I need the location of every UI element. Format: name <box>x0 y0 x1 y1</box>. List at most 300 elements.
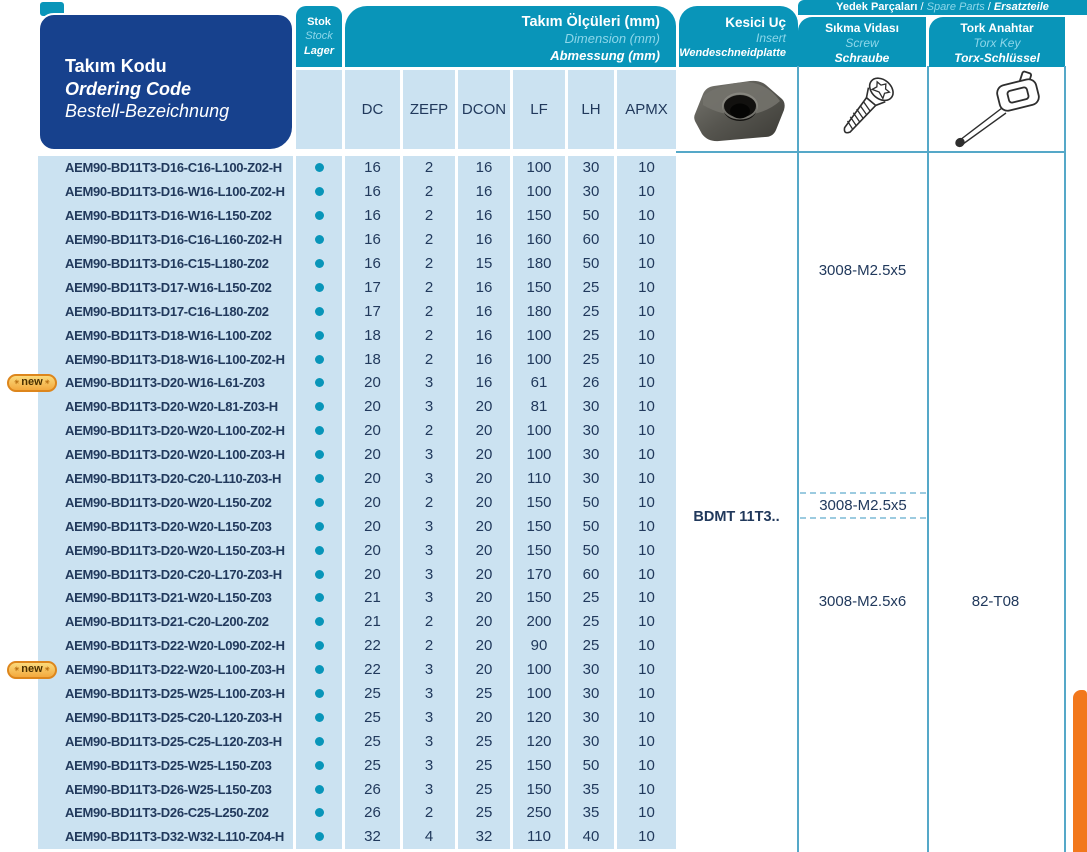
ordering-code-cell: AEM90-BD11T3-D20-W20-L150-Z02 <box>38 490 293 514</box>
dc-cell: 16 <box>345 204 400 228</box>
apmx-cell: 10 <box>617 514 676 538</box>
lh-cell: 60 <box>568 228 614 252</box>
table-row <box>38 156 676 180</box>
lh-cell: 30 <box>568 443 614 467</box>
table-row <box>38 705 676 729</box>
dimensions-header <box>345 6 676 67</box>
lf-cell: 200 <box>513 610 565 634</box>
stock-dot-icon <box>315 331 324 340</box>
zefp-cell: 2 <box>403 419 455 443</box>
zefp-cell: 2 <box>403 610 455 634</box>
ordering-code-cell: AEM90-BD11T3-D17-W16-L150-Z02 <box>38 275 293 299</box>
lh-cell: 30 <box>568 156 614 180</box>
apmx-cell: 10 <box>617 682 676 706</box>
separator: / <box>984 1 994 13</box>
page-edge-tab <box>1073 690 1087 852</box>
lh-cell: 25 <box>568 299 614 323</box>
ordering-code-cell: AEM90-BD11T3-D16-W16-L100-Z02-H <box>38 180 293 204</box>
lh-cell: 30 <box>568 395 614 419</box>
ordering-code-cell: AEM90-BD11T3-D17-C16-L180-Z02 <box>38 299 293 323</box>
lh-cell: 25 <box>568 634 614 658</box>
stock-cell <box>296 682 342 706</box>
table-row <box>38 825 676 849</box>
dcon-cell: 25 <box>458 729 510 753</box>
stock-cell <box>296 275 342 299</box>
zefp-cell: 3 <box>403 777 455 801</box>
new-badge-label: new <box>21 663 43 676</box>
lf-cell: 120 <box>513 729 565 753</box>
torx-label-de: Torx-Schlüssel <box>954 51 1040 65</box>
table-row <box>14 371 676 395</box>
table-row <box>14 658 676 682</box>
screw-label-en: Screw <box>845 36 879 50</box>
dc-cell: 21 <box>345 610 400 634</box>
lf-cell: 150 <box>513 538 565 562</box>
ordering-code-cell: AEM90-BD11T3-D20-W20-L150-Z03-H <box>38 538 293 562</box>
lh-cell: 30 <box>568 467 614 491</box>
dcon-cell: 20 <box>458 610 510 634</box>
dc-cell: 16 <box>345 252 400 276</box>
dc-cell: 20 <box>345 538 400 562</box>
zefp-cell: 3 <box>403 562 455 586</box>
dc-cell: 20 <box>345 562 400 586</box>
dcon-cell: 16 <box>458 323 510 347</box>
ordering-code-cell: AEM90-BD11T3-D18-W16-L100-Z02 <box>38 323 293 347</box>
dc-cell: 16 <box>345 228 400 252</box>
stock-cell <box>296 634 342 658</box>
lf-cell: 100 <box>513 156 565 180</box>
stock-dot-icon <box>315 307 324 316</box>
ordering-code-cell: AEM90-BD11T3-D20-W20-L100-Z03-H <box>38 443 293 467</box>
apmx-cell: 10 <box>617 801 676 825</box>
stock-dot-icon <box>315 713 324 722</box>
apmx-cell: 10 <box>617 467 676 491</box>
zefp-cell: 2 <box>403 252 455 276</box>
screw-code-mid: 3008-M2.5x5 <box>819 497 907 514</box>
lf-cell: 150 <box>513 586 565 610</box>
lf-cell: 100 <box>513 323 565 347</box>
apmx-cell: 10 <box>617 562 676 586</box>
stock-dot-icon <box>315 450 324 459</box>
lf-cell: 170 <box>513 562 565 586</box>
ordering-code-title-en: Ordering Code <box>65 78 192 99</box>
stock-dot-icon <box>315 641 324 650</box>
stock-dot-icon <box>315 283 324 292</box>
ordering-code-title-de: Bestell-Bezeichnung <box>65 101 230 121</box>
stock-cell <box>296 252 342 276</box>
stock-label-tr: Stok <box>307 16 331 28</box>
dcon-cell: 25 <box>458 682 510 706</box>
lf-cell: 150 <box>513 514 565 538</box>
stock-cell <box>296 347 342 371</box>
new-badge: ✳ new ✳ <box>7 374 57 392</box>
insert-label-tr: Kesici Uç <box>725 15 786 30</box>
ordering-code-cell: AEM90-BD11T3-D20-C20-L110-Z03-H <box>38 467 293 491</box>
stock-cell <box>296 801 342 825</box>
dc-cell: 18 <box>345 347 400 371</box>
dcon-cell: 16 <box>458 299 510 323</box>
zefp-cell: 3 <box>403 753 455 777</box>
ordering-code-cell: AEM90-BD11T3-D25-W25-L100-Z03-H <box>38 682 293 706</box>
dc-cell: 25 <box>345 682 400 706</box>
stock-cell <box>296 323 342 347</box>
lf-cell: 150 <box>513 490 565 514</box>
stock-dot-icon <box>315 474 324 483</box>
lf-cell: 180 <box>513 299 565 323</box>
stock-dot-icon <box>315 785 324 794</box>
apmx-cell: 10 <box>617 371 676 395</box>
stock-cell <box>296 490 342 514</box>
lh-cell: 40 <box>568 825 614 849</box>
stock-dot-icon <box>315 689 324 698</box>
stock-cell <box>296 299 342 323</box>
lh-cell: 50 <box>568 514 614 538</box>
apmx-cell: 10 <box>617 490 676 514</box>
new-badge: ✳ new ✳ <box>7 661 57 679</box>
dc-cell: 26 <box>345 801 400 825</box>
zefp-cell: 3 <box>403 682 455 706</box>
dcon-cell: 16 <box>458 347 510 371</box>
dcon-cell: 20 <box>458 443 510 467</box>
ordering-code-cell: AEM90-BD11T3-D20-W16-L61-Z03 <box>38 371 293 395</box>
lh-cell: 25 <box>568 586 614 610</box>
grid-line-horizontal <box>676 151 1066 153</box>
dcon-cell: 20 <box>458 419 510 443</box>
lf-cell: 120 <box>513 705 565 729</box>
lf-cell: 100 <box>513 658 565 682</box>
spare-parts-label-tr: Yedek Parçaları <box>836 1 918 13</box>
apmx-cell: 10 <box>617 419 676 443</box>
ordering-code-cell: AEM90-BD11T3-D21-W20-L150-Z03 <box>38 586 293 610</box>
dc-cell: 20 <box>345 490 400 514</box>
stock-dot-icon <box>315 187 324 196</box>
spare-parts-header <box>798 0 1087 15</box>
torx-key-column-header <box>929 17 1065 67</box>
lf-cell: 81 <box>513 395 565 419</box>
table-row <box>38 204 676 228</box>
stock-dot-icon <box>315 617 324 626</box>
dcon-cell: 25 <box>458 753 510 777</box>
dcon-cell: 16 <box>458 371 510 395</box>
dcon-cell: 15 <box>458 252 510 276</box>
stock-cell <box>296 825 342 849</box>
insert-label-en: Insert <box>755 31 786 46</box>
ordering-code-title-tr: Takım Kodu <box>65 56 167 76</box>
ordering-code-cell: AEM90-BD11T3-D20-W20-L100-Z02-H <box>38 419 293 443</box>
stock-cell <box>296 156 342 180</box>
stock-cell <box>296 753 342 777</box>
apmx-cell: 10 <box>617 323 676 347</box>
dcon-cell: 16 <box>458 228 510 252</box>
lh-cell: 50 <box>568 204 614 228</box>
lh-cell: 30 <box>568 419 614 443</box>
dc-cell: 20 <box>345 467 400 491</box>
zefp-cell: 3 <box>403 729 455 753</box>
stock-dot-icon <box>315 593 324 602</box>
stock-cell <box>296 705 342 729</box>
apmx-cell: 10 <box>617 658 676 682</box>
dc-cell: 22 <box>345 658 400 682</box>
lh-cell: 25 <box>568 347 614 371</box>
torx-key-illustration <box>946 70 1046 150</box>
ordering-code-cell: AEM90-BD11T3-D22-W20-L090-Z02-H <box>38 634 293 658</box>
apmx-cell: 10 <box>617 395 676 419</box>
stock-cell <box>296 729 342 753</box>
torx-label-tr: Tork Anahtar <box>960 21 1034 35</box>
stock-cell <box>296 228 342 252</box>
zefp-cell: 2 <box>403 490 455 514</box>
ordering-code-cell: AEM90-BD11T3-D20-W20-L150-Z03 <box>38 514 293 538</box>
lh-cell: 50 <box>568 753 614 777</box>
table-row <box>38 347 676 371</box>
dcon-cell: 20 <box>458 705 510 729</box>
ordering-code-cell: AEM90-BD11T3-D21-C20-L200-Z02 <box>38 610 293 634</box>
apmx-cell: 10 <box>617 275 676 299</box>
lf-cell: 150 <box>513 777 565 801</box>
torx-code-label: 82-T08 <box>971 593 1020 610</box>
stock-dot-icon <box>315 163 324 172</box>
torx-label-en: Torx Key <box>973 36 1021 50</box>
screw-illustration <box>824 70 904 150</box>
apmx-cell: 10 <box>617 753 676 777</box>
lf-cell: 100 <box>513 347 565 371</box>
ordering-code-cell: AEM90-BD11T3-D20-C20-L170-Z03-H <box>38 562 293 586</box>
ordering-code-cell: AEM90-BD11T3-D22-W20-L100-Z03-H <box>38 658 293 682</box>
lf-cell: 160 <box>513 228 565 252</box>
grid-line-vertical <box>797 66 799 852</box>
zefp-cell: 3 <box>403 538 455 562</box>
lh-cell: 30 <box>568 180 614 204</box>
stock-dot-icon <box>315 426 324 435</box>
table-row <box>38 180 676 204</box>
dimensions-label-en: Dimension (mm) <box>564 31 660 47</box>
dc-cell: 17 <box>345 299 400 323</box>
zefp-cell: 2 <box>403 275 455 299</box>
separator: / <box>917 1 927 13</box>
stock-dot-icon <box>315 522 324 531</box>
table-row <box>38 419 676 443</box>
dcon-cell: 20 <box>458 538 510 562</box>
apmx-cell: 10 <box>617 777 676 801</box>
dc-cell: 26 <box>345 777 400 801</box>
zefp-cell: 3 <box>403 371 455 395</box>
dcon-cell: 20 <box>458 634 510 658</box>
dc-cell: 21 <box>345 586 400 610</box>
stock-cell <box>296 777 342 801</box>
dcon-cell: 16 <box>458 204 510 228</box>
zefp-cell: 4 <box>403 825 455 849</box>
lh-cell: 35 <box>568 801 614 825</box>
stock-dot-icon <box>315 832 324 841</box>
screw-code-bottom: 3008-M2.5x6 <box>818 593 907 610</box>
insert-code-label: BDMT 11T3.. <box>693 509 780 525</box>
lf-cell: 150 <box>513 275 565 299</box>
lf-cell: 110 <box>513 825 565 849</box>
zefp-cell: 3 <box>403 443 455 467</box>
table-row <box>38 228 676 252</box>
column-header-lf: LF <box>513 70 565 149</box>
screw-code-top: 3008-M2.5x5 <box>818 262 907 279</box>
apmx-cell: 10 <box>617 204 676 228</box>
insert-column-header <box>679 6 798 67</box>
screw-label-de: Schraube <box>834 51 890 65</box>
apmx-cell: 10 <box>617 252 676 276</box>
table-row <box>38 299 676 323</box>
stock-cell <box>296 419 342 443</box>
lh-cell: 30 <box>568 705 614 729</box>
ordering-code-cell: AEM90-BD11T3-D26-W25-L150-Z03 <box>38 777 293 801</box>
apmx-cell: 10 <box>617 347 676 371</box>
ordering-code-cell: AEM90-BD11T3-D16-C16-L160-Z02-H <box>38 228 293 252</box>
dc-cell: 22 <box>345 634 400 658</box>
stock-cell <box>296 562 342 586</box>
dc-cell: 25 <box>345 705 400 729</box>
apmx-cell: 10 <box>617 443 676 467</box>
table-row <box>38 490 676 514</box>
zefp-cell: 2 <box>403 347 455 371</box>
lf-cell: 100 <box>513 682 565 706</box>
lh-cell: 50 <box>568 538 614 562</box>
dcon-cell: 32 <box>458 825 510 849</box>
lf-cell: 150 <box>513 204 565 228</box>
lh-cell: 35 <box>568 777 614 801</box>
ordering-code-cell: AEM90-BD11T3-D32-W32-L110-Z04-H <box>38 825 293 849</box>
dc-cell: 16 <box>345 180 400 204</box>
column-header-zefp: ZEFP <box>403 70 455 149</box>
spare-parts-label-de: Ersatzteile <box>993 1 1049 13</box>
stock-dot-icon <box>315 761 324 770</box>
stock-dot-icon <box>315 355 324 364</box>
dc-cell: 20 <box>345 443 400 467</box>
apmx-cell: 10 <box>617 705 676 729</box>
zefp-cell: 3 <box>403 586 455 610</box>
lf-cell: 61 <box>513 371 565 395</box>
zefp-cell: 2 <box>403 323 455 347</box>
lh-cell: 30 <box>568 729 614 753</box>
dc-cell: 32 <box>345 825 400 849</box>
stock-cell <box>296 204 342 228</box>
stock-cell <box>296 443 342 467</box>
dcon-cell: 16 <box>458 180 510 204</box>
zefp-cell: 2 <box>403 228 455 252</box>
lh-cell: 30 <box>568 682 614 706</box>
dcon-cell: 20 <box>458 514 510 538</box>
stock-dot-icon <box>315 211 324 220</box>
zefp-cell: 2 <box>403 180 455 204</box>
apmx-cell: 10 <box>617 156 676 180</box>
table-row <box>38 395 676 419</box>
zefp-cell: 3 <box>403 658 455 682</box>
table-row <box>38 514 676 538</box>
ordering-code-cell: AEM90-BD11T3-D16-C16-L100-Z02-H <box>38 156 293 180</box>
dc-cell: 18 <box>345 323 400 347</box>
lf-cell: 180 <box>513 252 565 276</box>
zefp-cell: 2 <box>403 801 455 825</box>
screw-label-tr: Sıkma Vidası <box>825 21 899 35</box>
dcon-cell: 16 <box>458 275 510 299</box>
stock-cell <box>296 514 342 538</box>
stock-dot-icon <box>315 570 324 579</box>
zefp-cell: 2 <box>403 156 455 180</box>
stock-dot-icon <box>315 546 324 555</box>
column-header-apmx: APMX <box>617 70 676 149</box>
ordering-code-cell: AEM90-BD11T3-D20-W20-L81-Z03-H <box>38 395 293 419</box>
table-row <box>38 682 676 706</box>
zefp-cell: 2 <box>403 634 455 658</box>
stock-label-en: Stock <box>305 30 333 43</box>
stock-cell <box>296 658 342 682</box>
apmx-cell: 10 <box>617 634 676 658</box>
grid-line-vertical <box>927 66 929 852</box>
spare-parts-label-en: Spare Parts <box>926 1 985 13</box>
stock-dot-icon <box>315 259 324 268</box>
dcon-cell: 20 <box>458 490 510 514</box>
ordering-code-cell: AEM90-BD11T3-D25-W25-L150-Z03 <box>38 753 293 777</box>
dcon-cell: 16 <box>458 156 510 180</box>
column-header-lh: LH <box>568 70 614 149</box>
insert-photo <box>688 74 790 146</box>
zefp-cell: 3 <box>403 514 455 538</box>
dc-cell: 17 <box>345 275 400 299</box>
ordering-code-cell: AEM90-BD11T3-D25-C20-L120-Z03-H <box>38 705 293 729</box>
dcon-cell: 20 <box>458 562 510 586</box>
table-row <box>38 443 676 467</box>
table-row <box>38 586 676 610</box>
table-row <box>38 323 676 347</box>
stock-cell <box>296 180 342 204</box>
screw-column-header <box>798 17 926 67</box>
lh-cell: 50 <box>568 252 614 276</box>
stock-cell <box>296 610 342 634</box>
new-badge-label: new <box>21 376 43 389</box>
table-row <box>38 777 676 801</box>
stock-dot-icon <box>315 737 324 746</box>
lf-cell: 110 <box>513 467 565 491</box>
stock-cell <box>296 467 342 491</box>
stock-dot-icon <box>315 235 324 244</box>
table-row <box>38 801 676 825</box>
dcon-cell: 20 <box>458 395 510 419</box>
lh-cell: 30 <box>568 658 614 682</box>
dc-cell: 16 <box>345 156 400 180</box>
stock-cell <box>296 586 342 610</box>
table-row <box>38 275 676 299</box>
dc-cell: 20 <box>345 419 400 443</box>
lh-cell: 60 <box>568 562 614 586</box>
zefp-cell: 3 <box>403 705 455 729</box>
table-row <box>38 634 676 658</box>
stock-cell <box>296 395 342 419</box>
dc-cell: 25 <box>345 753 400 777</box>
apmx-cell: 10 <box>617 586 676 610</box>
table-row <box>38 729 676 753</box>
apmx-cell: 10 <box>617 610 676 634</box>
lf-cell: 100 <box>513 443 565 467</box>
dimensions-label-de: Abmessung (mm) <box>550 47 660 63</box>
apmx-cell: 10 <box>617 180 676 204</box>
dcon-cell: 25 <box>458 801 510 825</box>
stock-dot-icon <box>315 402 324 411</box>
dcon-cell: 20 <box>458 658 510 682</box>
ordering-code-cell: AEM90-BD11T3-D16-C15-L180-Z02 <box>38 252 293 276</box>
insert-label-de: Wendeschneidplatte <box>679 46 786 59</box>
stock-dot-icon <box>315 498 324 507</box>
dc-cell: 20 <box>345 395 400 419</box>
table-row <box>38 538 676 562</box>
ordering-code-header <box>38 13 294 151</box>
apmx-cell: 10 <box>617 538 676 562</box>
dc-cell: 25 <box>345 729 400 753</box>
